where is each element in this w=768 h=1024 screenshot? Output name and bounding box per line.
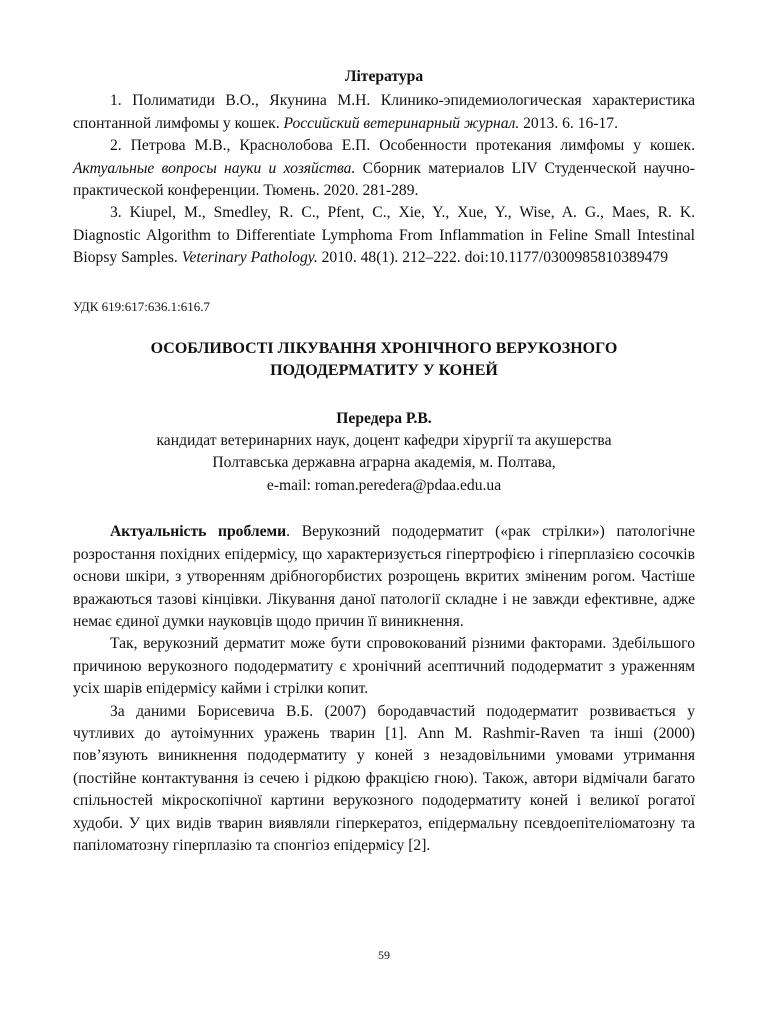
author-name: Передера Р.В. [336, 409, 432, 427]
author-affiliation-line-1: кандидат ветеринарних наук, доцент кафедри хірургії та акушерства [156, 432, 612, 450]
page-number: 59 [378, 948, 390, 962]
reference-item-2: 2. Петрова М.В., Краснолобова Е.П. Особенности протекания лимфомы у кошек. Актуальные вопросы науки и хозяйства. Сборник материалов LIV Студенческой научно-практической конференции. Тюмень. 2020. 281-289. [73, 137, 695, 200]
page-content [73, 66, 695, 857]
reference-item-3: 3. Kiupel, M., Smedley, R. C., Pfent, C., Xie, Y., Xue, Y., Wise, A. G., Maes, R. K. Diagnostic Algorithm to Differentiate Lymphoma From Inflammation in Feline Small Intestinal Biopsy Samples. Veterinary Pathology. 2010. 48(1). 212–222. doi:10.1177/0300985810389479 [73, 204, 695, 267]
article-title-line-1: ОСОБЛИВОСТІ ЛІКУВАННЯ ХРОНІЧНОГО ВЕРУКОЗНОГО [150, 339, 618, 357]
author-affiliation-line-2: Полтавська державна аграрна академія, м. Полтава, [212, 454, 556, 472]
body-paragraph-1: Актуальність проблеми. Верукозний пододерматит («рак стрілки») патологічне розростання похідних епідермісу, що характеризується гіпертрофією і гіперплазією сосочків основи шкіри, з утворенням дрібногорбистих розрощень вкритих зміненим рогом. Частіше вражаються тазові кінцівки. Лікування даної патології складне і не завжди ефективне, адже немає єдиної думки науковців щодо причин її виникнення. [73, 523, 696, 630]
author-email: e-mail: roman.peredera@pdaa.edu.ua [266, 476, 502, 494]
body-paragraph-3: За даними Борисевича В.Б. (2007) бородавчастий пододерматит розвивається у чутливих до аутоімунних уражень тварин [1]. Ann M. Rashmir-Raven та інші (2000) пов’язують виникнення пододерматиту у коней з незадовільними умовами утримання (постійне контактування із сечею і рідкою фракцією гною). Також, автори відмічали багато спільностей мікроскопічної картини верукозного пододерматиту коней і великої рогатої худоби. У цих видів тварин виявляли гіперкератоз, епідермальну псевдоепітеліоматозну та папіломатозну гіперплазію та спонгіоз епідермісу [2]. [73, 702, 695, 854]
references-heading: Література [344, 68, 424, 85]
reference-item-1: 1. Полиматиди В.О., Якунина М.Н. Клинико-эпидемиологическая характеристика спонтанной лимфомы у кошек. Российский ветеринарный журнал. 2013. 6. 16-17. [73, 92, 695, 132]
article-body [73, 521, 695, 857]
body-paragraph-2: Так, верукозний дерматит може бути спровокований різними факторами. Здебільшого причиною верукозного пододерматиту є хронічний асептичний пододерматит з ураженням усіх шарів епідермісу кайми і стрілки копит. [73, 635, 695, 698]
article-title [73, 338, 695, 382]
section-lead: Актуальність проблеми [110, 523, 287, 541]
article-title-line-2: ПОДОДЕРМАТИТУ У КОНЕЙ [270, 361, 498, 379]
udk-code: УДК 619:617:636.1:616.7 [73, 298, 211, 314]
